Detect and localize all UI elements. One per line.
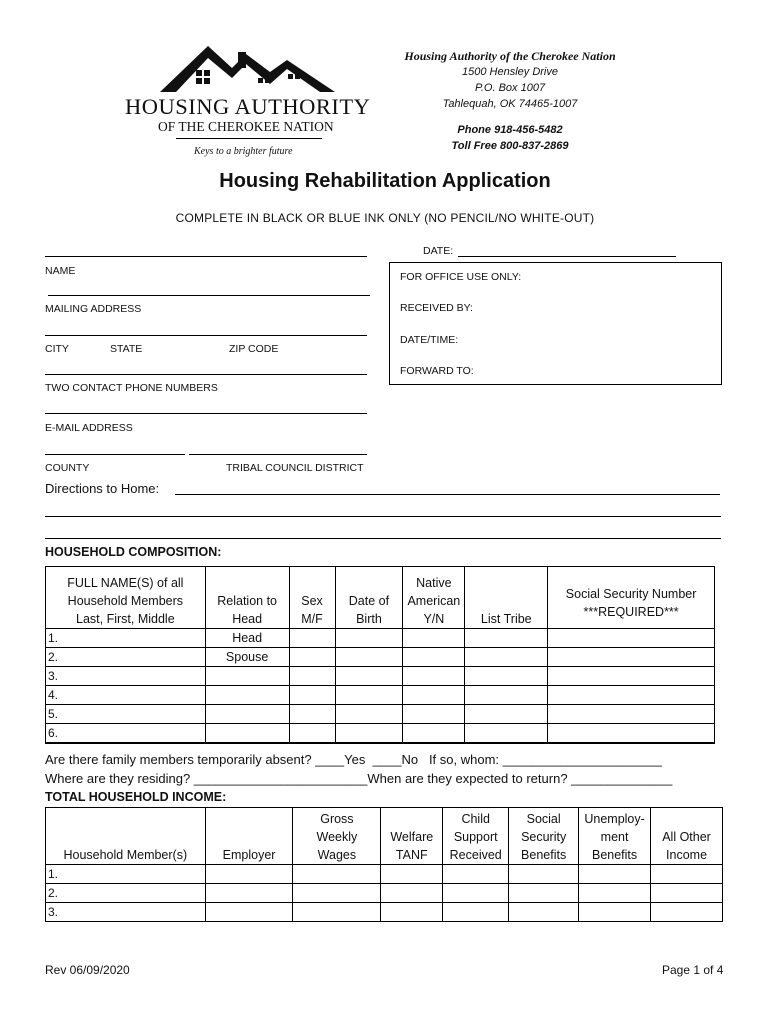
col-native: Native American Y/N — [403, 567, 465, 629]
datetime-label: DATE/TIME: — [400, 334, 459, 346]
directions-field[interactable] — [175, 494, 720, 495]
table-row: 2. Spouse — [46, 648, 715, 667]
house-logo-icon — [150, 44, 350, 94]
tollfree: Toll Free 800-837-2869 — [451, 140, 569, 152]
address-line2: P.O. Box 1007 — [474, 82, 546, 94]
received-label: RECEIVED BY: — [400, 302, 473, 314]
address-line1: 1500 Hensley Drive — [462, 66, 558, 78]
page-number: Page 1 of 4 — [662, 963, 724, 977]
subtitle: COMPLETE IN BLACK OR BLUE INK ONLY (NO PENCIL/NO WHITE-OUT) — [175, 211, 595, 225]
email-field[interactable] — [45, 413, 367, 414]
office-title: FOR OFFICE USE ONLY: — [400, 271, 522, 283]
phones-label: TWO CONTACT PHONE NUMBERS — [45, 382, 218, 394]
col-member: Household Member(s) — [46, 808, 206, 865]
col-fullname: FULL NAME(S) of all Household Members Last, First, Middle — [46, 567, 206, 629]
name-field[interactable] — [45, 256, 367, 257]
phones-field[interactable] — [45, 374, 367, 375]
income-table — [45, 807, 723, 922]
table-double-rule — [45, 743, 715, 744]
date-field[interactable] — [458, 256, 676, 257]
table-row: 3. — [46, 667, 715, 686]
zip-label: ZIP CODE — [229, 343, 279, 355]
office-use-box — [389, 262, 722, 385]
table-row: 6. — [46, 724, 715, 743]
col-welfare: Welfare TANF — [381, 808, 443, 865]
page-title: Housing Rehabilitation Application — [219, 170, 551, 192]
tribal-label: TRIBAL COUNCIL DISTRICT — [226, 462, 364, 474]
col-employer: Employer — [205, 808, 293, 865]
city-field[interactable] — [45, 335, 367, 336]
col-sex: Sex M/F — [289, 567, 335, 629]
revision: Rev 06/09/2020 — [45, 963, 130, 977]
directions-line3[interactable] — [45, 538, 721, 539]
household-header-row — [46, 567, 715, 629]
city-label: CITY — [45, 343, 69, 355]
table-row: 3. — [46, 903, 723, 922]
header-info — [380, 48, 640, 154]
logo-line2: OF THE CHEROKEE NATION — [158, 119, 334, 134]
household-table — [45, 566, 715, 743]
residing-question[interactable]: Where are they residing? ________________________When are they expected to return? ______________ — [45, 771, 673, 786]
phone: Phone 918-456-5482 — [457, 124, 563, 136]
col-relation: Relation to Head — [205, 567, 289, 629]
table-row: 1. — [46, 865, 723, 884]
org-name: Housing Authority of the Cherokee Nation — [404, 49, 616, 63]
household-heading: HOUSEHOLD COMPOSITION: — [45, 545, 222, 559]
col-other: All Other Income — [651, 808, 723, 865]
mailing-field[interactable] — [48, 295, 370, 296]
table-row: 4. — [46, 686, 715, 705]
col-child-support: Child Support Received — [443, 808, 509, 865]
table-row: 2. — [46, 884, 723, 903]
col-social-security: Social Security Benefits — [509, 808, 579, 865]
col-dob: Date of Birth — [335, 567, 403, 629]
directions-label: Directions to Home: — [45, 481, 160, 496]
state-label: STATE — [110, 343, 143, 355]
name-label: NAME — [45, 265, 76, 277]
logo-divider — [176, 138, 322, 139]
mailing-label: MAILING ADDRESS — [45, 303, 142, 315]
income-header-row — [46, 808, 723, 865]
county-field[interactable] — [45, 454, 185, 455]
col-ssn: Social Security Number ***REQUIRED*** — [548, 567, 715, 629]
col-tribe: List Tribe — [465, 567, 548, 629]
table-row: 5. — [46, 705, 715, 724]
logo-tagline: Keys to a brighter future — [194, 146, 293, 157]
tribal-field[interactable] — [189, 454, 367, 455]
col-wages: Gross Weekly Wages — [293, 808, 381, 865]
email-label: E-MAIL ADDRESS — [45, 422, 133, 434]
col-unemployment: Unemploy- ment Benefits — [579, 808, 651, 865]
forward-label: FORWARD TO: — [400, 365, 474, 377]
date-label: DATE: — [423, 245, 454, 257]
logo-line1: HOUSING AUTHORITY — [125, 94, 371, 119]
income-heading: TOTAL HOUSEHOLD INCOME: — [45, 790, 227, 804]
address-line3: Tahlequah, OK 74465-1007 — [442, 98, 578, 110]
county-label: COUNTY — [45, 462, 90, 474]
directions-line2[interactable] — [45, 516, 721, 517]
table-row: 1. Head — [46, 629, 715, 648]
absent-question[interactable]: Are there family members temporarily absent? ____Yes ____No If so, whom: ______________________ — [45, 752, 662, 767]
